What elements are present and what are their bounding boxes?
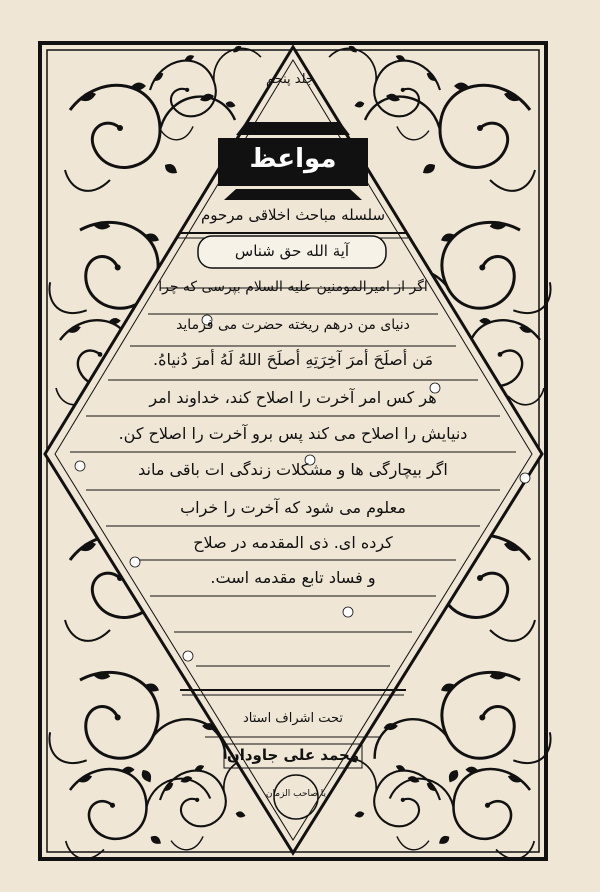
author-name: آیة الله حق شناس	[234, 242, 350, 260]
body-line-5: دنیایش را اصلاح می کند پس برو آخرت را اصلاح کن.	[118, 424, 468, 443]
volume-label: جلد پنجم	[266, 72, 314, 87]
body-line-8: کرده ای. ذی المقدمه در صلاح	[193, 533, 393, 552]
body-line-6: اگر بیچارگی ها و مشکلات زندگی ات باقی ماند	[138, 460, 448, 479]
book-title: مواعظ	[249, 144, 337, 174]
body-line-9: و فساد تابع مقدمه است.	[210, 568, 376, 587]
seal-text: یا صاحب الزمان	[265, 789, 326, 799]
supervision-label: تحت اشراف استاد	[243, 711, 343, 726]
body-line-2: دنیای من درهم ریخته حضرت می فرماید	[176, 317, 410, 333]
body-line-3: مَن أصلَحَ أمرَ آخِرَتِهِ أصلَحَ اللهُ لَهُ أمرَ دُنیاهُ.	[152, 350, 434, 369]
title-band-top	[236, 122, 350, 135]
body-line-4: هر کس امر آخرت را اصلاح کند، خداوند امر	[149, 388, 437, 407]
body-line-7: معلوم می شود که آخرت را خراب	[180, 498, 406, 517]
body-line-1: اگر از امیرالمومنین علیه السلام بپرسی که چرا	[158, 279, 428, 295]
series-line: سلسله مباحث اخلاقی مرحوم	[200, 206, 386, 224]
supervisor-name: محمد علی جاودان	[226, 746, 360, 764]
